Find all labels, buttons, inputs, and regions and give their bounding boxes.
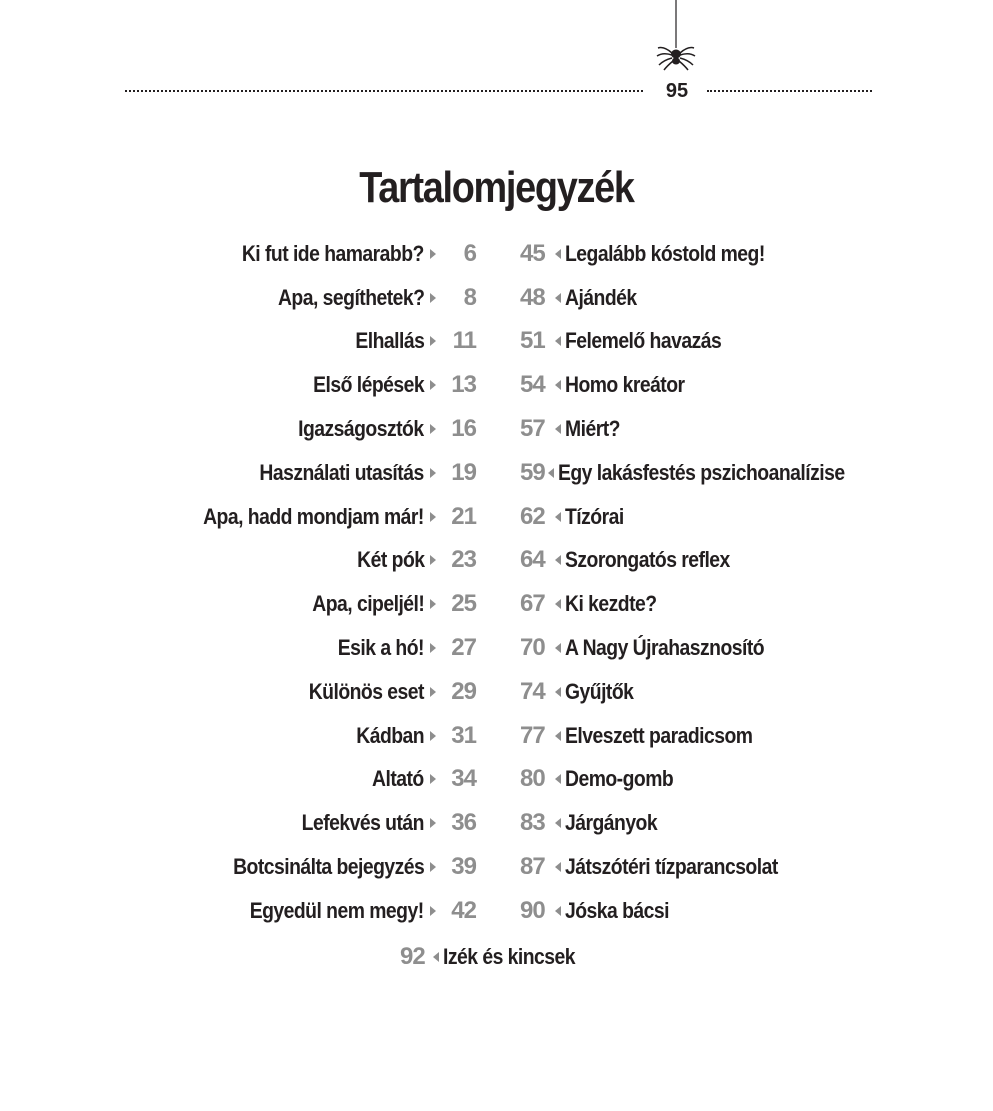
toc-entry-page: 39 — [451, 853, 476, 881]
toc-entry — [120, 758, 476, 802]
arrow-right-icon — [430, 249, 436, 259]
arrow-right-icon — [430, 424, 436, 434]
toc-column-right — [520, 232, 880, 933]
toc-entry-title: Lefekvés után — [301, 810, 424, 836]
toc-entry — [520, 539, 880, 583]
arrow-right-icon — [430, 687, 436, 697]
toc-entry-title: Legalább kóstold meg! — [565, 240, 765, 266]
toc-entry — [520, 407, 880, 451]
toc-entry-title: Homo kreátor — [565, 372, 685, 398]
toc-entry — [520, 626, 880, 670]
toc-entry-page: 16 — [451, 415, 476, 443]
toc-entry — [120, 363, 476, 407]
toc-entry-page: 11 — [452, 327, 476, 355]
dotted-rule-left — [125, 90, 643, 92]
toc-entry-title: Különös eset — [308, 678, 424, 704]
toc-entry-page: 27 — [451, 634, 476, 662]
toc-entry-title: Izék és kincsek — [443, 944, 576, 969]
toc-entry-title: Apa, hadd mondjam már! — [203, 503, 424, 529]
arrow-right-icon — [430, 555, 436, 565]
toc-entry-page: 59 — [520, 458, 545, 486]
toc-entry — [520, 670, 880, 714]
arrow-right-icon — [430, 468, 436, 478]
toc-entry-title: Igazságosztók — [298, 416, 424, 442]
toc-entry-title: Tízórai — [565, 503, 624, 529]
toc-entry — [120, 539, 476, 583]
toc-entry — [120, 232, 476, 276]
toc-entry — [520, 714, 880, 758]
toc-entry-page: 19 — [451, 458, 476, 486]
toc-entry-title: Egyedül nem megy! — [250, 897, 424, 923]
toc-entry — [520, 232, 880, 276]
toc-entry-page: 25 — [451, 590, 476, 618]
toc-entry-page: 6 — [463, 239, 476, 267]
page-title: Tartalomjegyzék — [359, 163, 634, 212]
arrow-left-icon — [433, 952, 439, 962]
toc-entry-page: 87 — [520, 853, 545, 881]
toc-entry-page: 57 — [520, 415, 545, 443]
toc-entry — [520, 889, 880, 933]
toc-entry — [120, 495, 476, 539]
toc-entry — [120, 889, 476, 933]
toc-entry-title: A Nagy Újrahasznosító — [565, 635, 765, 661]
arrow-left-icon — [555, 599, 561, 609]
toc-entry-title: Elhallás — [355, 328, 424, 354]
toc-entry — [520, 363, 880, 407]
arrow-left-icon — [555, 731, 561, 741]
toc-entry-page: 23 — [451, 546, 476, 574]
toc-entry-title: Ajándék — [565, 284, 637, 310]
toc-entry-title: Kádban — [356, 722, 424, 748]
toc-entry-title: Járgányok — [565, 810, 658, 836]
arrow-left-icon — [548, 468, 554, 478]
arrow-right-icon — [430, 774, 436, 784]
arrow-right-icon — [430, 643, 436, 653]
toc-entry-page: 48 — [520, 283, 545, 311]
arrow-left-icon — [555, 424, 561, 434]
toc-entry-page: 67 — [520, 590, 545, 618]
toc-entry — [120, 451, 476, 495]
toc-entry-page: 83 — [520, 809, 545, 837]
toc-entry-page: 80 — [520, 765, 545, 793]
toc-entry-title: Esik a hó! — [337, 635, 424, 661]
toc-entry-title: Felemelő havazás — [565, 328, 722, 354]
toc-entry-page: 8 — [463, 283, 476, 311]
toc-entry — [520, 276, 880, 320]
toc-entry-title: Két pók — [356, 547, 424, 573]
arrow-right-icon — [430, 818, 436, 828]
toc-entry-page: 54 — [520, 371, 545, 399]
page-header — [0, 0, 993, 120]
toc-entry — [120, 714, 476, 758]
arrow-right-icon — [430, 336, 436, 346]
dotted-rule-right — [707, 90, 872, 92]
arrow-left-icon — [555, 336, 561, 346]
toc-entry-page: 34 — [451, 765, 476, 793]
arrow-left-icon — [555, 818, 561, 828]
arrow-left-icon — [555, 293, 561, 303]
toc-entry-page: 64 — [520, 546, 545, 574]
toc-entry — [520, 320, 880, 364]
toc-entry — [520, 801, 880, 845]
toc-entry-title: Botcsinálta bejegyzés — [232, 854, 424, 880]
toc-entry-page: 45 — [520, 239, 545, 267]
toc-entry-page: 92 — [400, 943, 425, 970]
toc-entry-page: 70 — [520, 634, 545, 662]
arrow-left-icon — [555, 774, 561, 784]
arrow-right-icon — [430, 380, 436, 390]
toc-entry — [120, 582, 476, 626]
toc-entry-page: 36 — [451, 809, 476, 837]
toc-entry-title: Elveszett paradicsom — [565, 722, 753, 748]
spider-icon — [654, 0, 698, 72]
toc-entry-title: Altató — [372, 766, 424, 792]
arrow-right-icon — [430, 862, 436, 872]
toc-entry-page: 21 — [451, 502, 476, 530]
arrow-left-icon — [555, 687, 561, 697]
toc-entry — [120, 845, 476, 889]
toc-entry-title: Miért? — [565, 416, 620, 442]
arrow-right-icon — [430, 731, 436, 741]
toc-entry-title: Szorongatós reflex — [565, 547, 730, 573]
toc-entry-title: Első lépések — [313, 372, 424, 398]
arrow-left-icon — [555, 862, 561, 872]
toc-entry-page: 29 — [451, 677, 476, 705]
arrow-left-icon — [555, 555, 561, 565]
toc-entry-page: 62 — [520, 502, 545, 530]
toc-entry-title: Használati utasítás — [259, 459, 424, 485]
arrow-right-icon — [430, 293, 436, 303]
toc-column-left — [120, 232, 476, 933]
toc-entry-page: 51 — [520, 327, 545, 355]
arrow-right-icon — [430, 906, 436, 916]
toc-entry-title: Apa, cipeljél! — [311, 591, 424, 617]
toc-entry-title: Ki fut ide hamarabb? — [242, 240, 424, 266]
arrow-right-icon — [430, 512, 436, 522]
toc-entry-title: Gyűjtők — [565, 678, 634, 704]
toc-entry-page: 77 — [520, 721, 545, 749]
toc-entry — [520, 845, 880, 889]
toc-entry-page: 13 — [451, 371, 476, 399]
toc-entry-page: 42 — [451, 896, 476, 924]
toc-entry-title: Egy lakásfestés pszichoanalízise — [557, 459, 845, 485]
toc-entry — [120, 626, 476, 670]
toc-entry-title: Játszótéri tízparancsolat — [565, 854, 778, 880]
arrow-left-icon — [555, 512, 561, 522]
arrow-right-icon — [430, 599, 436, 609]
arrow-left-icon — [555, 906, 561, 916]
toc-entry — [520, 451, 880, 495]
toc-entry-page: 31 — [451, 721, 476, 749]
toc-entry — [120, 276, 476, 320]
toc-entry-final — [400, 937, 593, 977]
toc-entry — [520, 758, 880, 802]
toc-entry-page: 74 — [520, 677, 545, 705]
toc-entry — [120, 670, 476, 714]
page-number: 95 — [665, 80, 689, 102]
toc-entry — [120, 320, 476, 364]
toc-entry-title: Jóska bácsi — [565, 897, 669, 923]
toc-entry-page: 90 — [520, 896, 545, 924]
toc-entry — [120, 407, 476, 451]
toc-entry — [120, 801, 476, 845]
toc-entry — [520, 495, 880, 539]
arrow-left-icon — [555, 380, 561, 390]
toc-entry-title: Ki kezdte? — [565, 591, 657, 617]
toc-entry-title: Apa, segíthetek? — [277, 284, 424, 310]
arrow-left-icon — [555, 249, 561, 259]
toc-entry — [520, 582, 880, 626]
toc-entry-title: Demo-gomb — [565, 766, 674, 792]
arrow-left-icon — [555, 643, 561, 653]
